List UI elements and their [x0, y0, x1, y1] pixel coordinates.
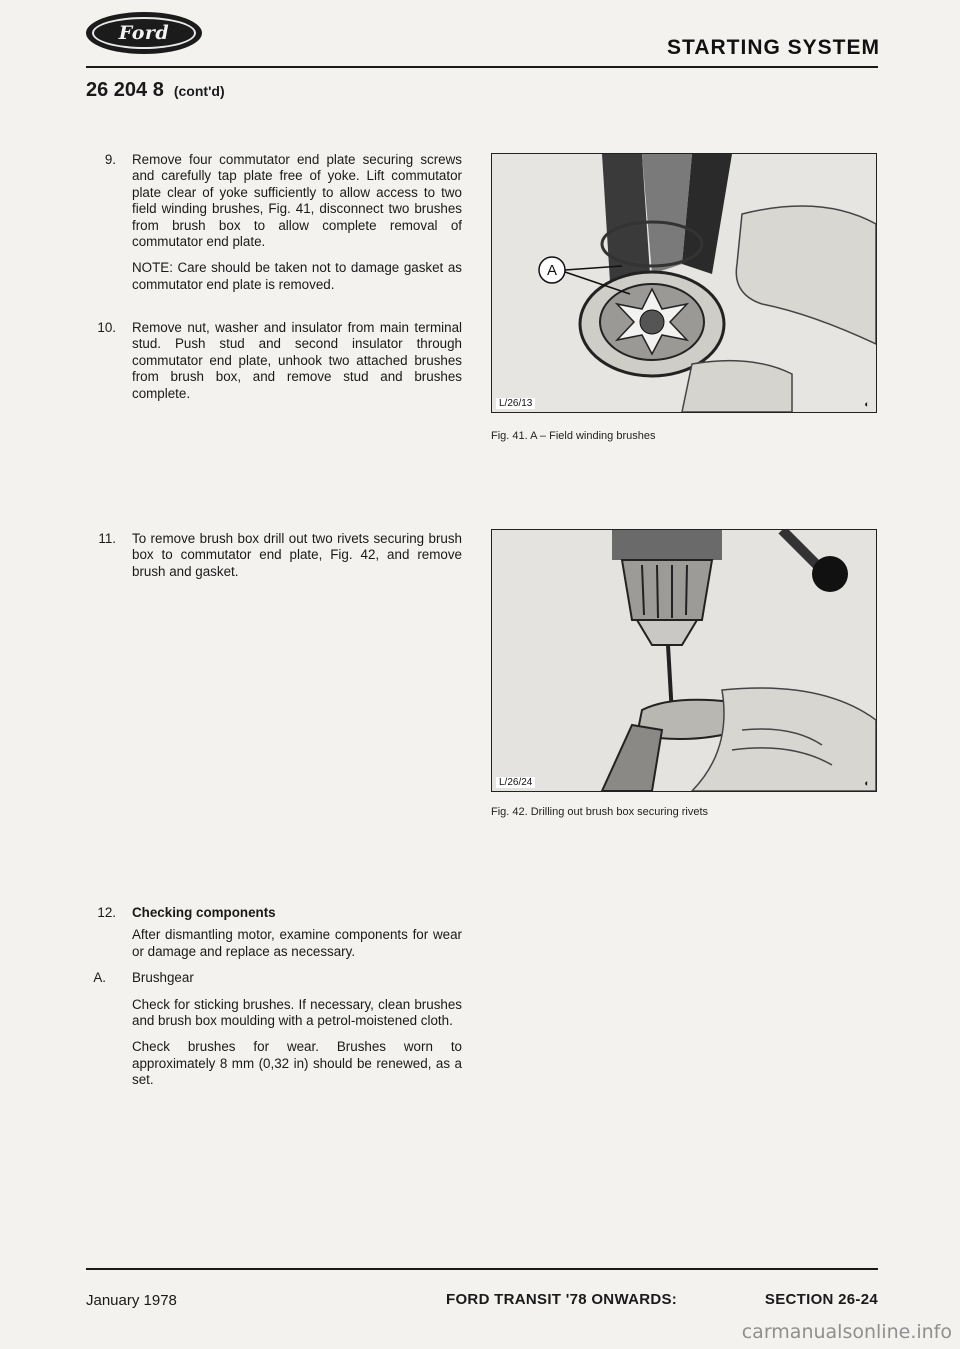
footer-title: FORD TRANSIT '78 ONWARDS: — [446, 1291, 678, 1308]
step-heading: Checking components — [132, 905, 276, 920]
step-number: 11. — [98, 531, 116, 546]
callout-a-label: A — [546, 262, 558, 279]
figure-reference: L/26/13 — [496, 398, 535, 409]
footer-section: SECTION 26-24 — [764, 1291, 878, 1308]
subsection-letter: A. — [93, 970, 106, 986]
subsection-brushgear — [93, 970, 462, 986]
ford-mark-icon: ◐ — [864, 778, 870, 788]
figure-41-caption: Fig. 41. A – Field winding brushes — [491, 430, 656, 442]
footer-rule — [86, 1268, 878, 1270]
step-number: 9. — [104, 152, 116, 167]
subsection-text: Check for sticking brushes. If necessary, clean brushes and brush box moulding with a petrol-moistened cloth. — [132, 996, 462, 1029]
ford-logo — [86, 12, 202, 54]
subsection-title: Brushgear — [132, 970, 194, 986]
watermark: carmanualsonline.info — [741, 1321, 952, 1343]
step-body — [132, 531, 462, 590]
footer-date: January 1978 — [86, 1292, 177, 1309]
step-note: NOTE: Care should be taken not to damage gasket as commutator end plate is removed. — [132, 260, 462, 292]
header-rule — [86, 66, 878, 68]
figure-41-photo — [491, 153, 877, 413]
step-body — [132, 320, 462, 412]
subsection-text: Check brushes for wear. Brushes worn to approximately 8 mm (0,32 in) should be renewed, as a set. — [132, 1039, 462, 1088]
step-body — [132, 152, 462, 303]
figure-reference: L/26/24 — [496, 777, 535, 788]
step-text: To remove brush box drill out two rivets securing brush box to commutator end plate, Fig. 42, and remove brush and gasket. — [132, 531, 462, 579]
step-text: Remove nut, washer and insulator from main terminal stud. Push stud and second insulator through commutator end plate, unhook two attached brushes from brush box, and remove stud and brushes complete. — [132, 320, 462, 401]
figure-42-illustration — [492, 530, 876, 791]
operation-code: 26 204 8 — [86, 79, 164, 101]
figure-42-photo — [491, 529, 877, 792]
step-number: 12. — [97, 905, 116, 920]
ford-logo-text: Ford — [92, 17, 196, 49]
step-text: After dismantling motor, examine components for wear or damage and replace as necessary. — [132, 927, 462, 959]
ford-mark-icon: ◐ — [864, 399, 870, 409]
step-text: Remove four commutator end plate securing screws and carefully tap plate free of yoke. Lift commutator plate clear of yoke sufficiently to allow access to two field winding brushes, Fig. 41, disconnect two brushes from brush box to allow complete removal of commutator end plate. — [132, 152, 462, 250]
figure-41-illustration — [492, 154, 876, 412]
operation-number — [86, 79, 225, 102]
figure-42-caption: Fig. 42. Drilling out brush box securing rivets — [491, 806, 709, 818]
section-title: STARTING SYSTEM — [667, 36, 880, 59]
continued-label: (cont'd) — [173, 83, 225, 99]
step-number: 10. — [97, 320, 116, 335]
